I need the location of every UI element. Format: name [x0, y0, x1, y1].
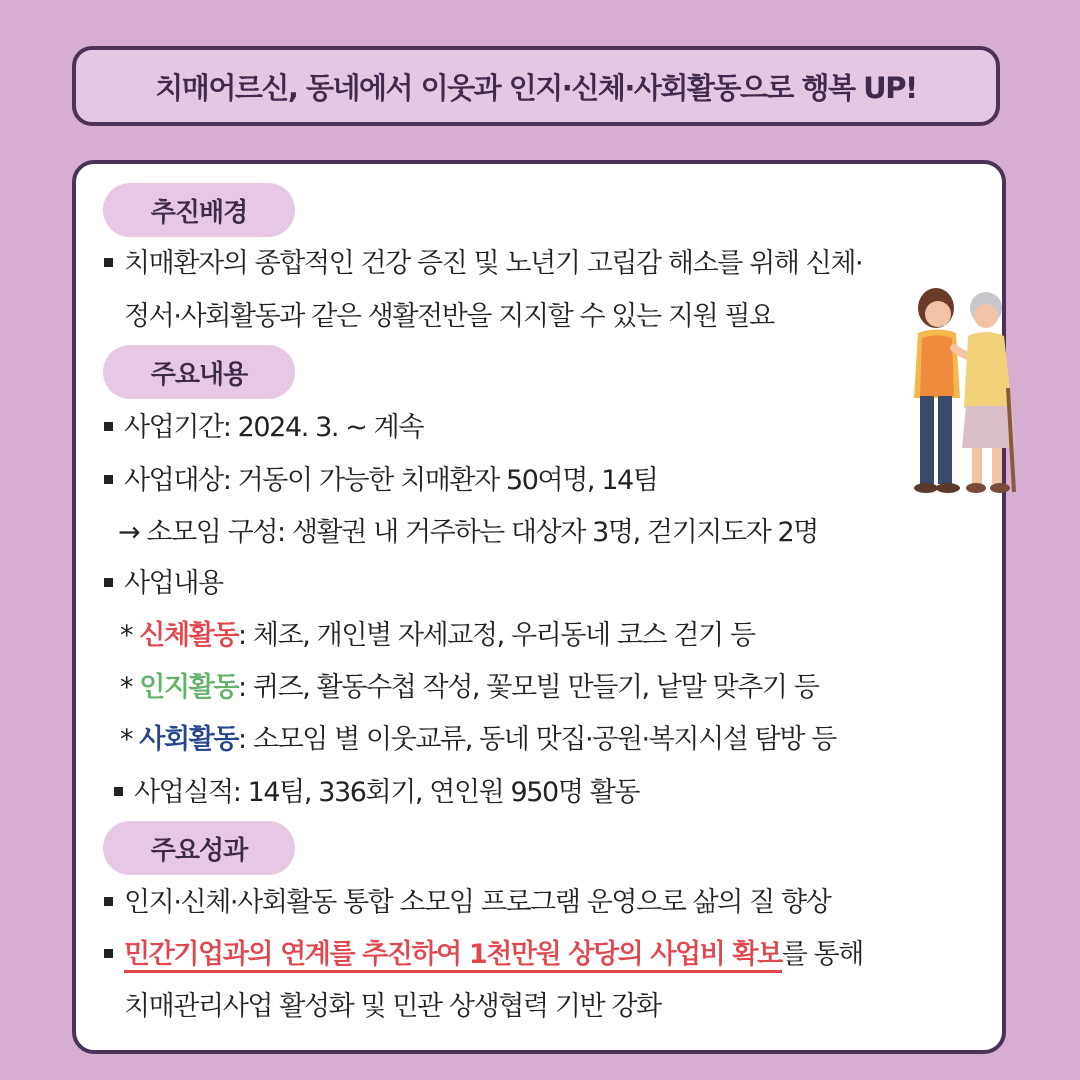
bullet-icon	[104, 897, 113, 906]
physical-activity-line: * 신체활동: 체조, 개인별 자세교정, 우리동네 코스 걷기 등	[120, 620, 755, 651]
outcome-line-2: 민간기업과의 연계를 추진하여 1천만원 상당의 사업비 확보를 통해	[104, 936, 863, 974]
section-heading-background: 추진배경	[103, 183, 295, 237]
period-line: 사업기간: 2024. 3. ~ 계속	[104, 409, 423, 447]
bullet-icon	[104, 475, 113, 484]
section-heading-content: 주요내용	[103, 345, 295, 399]
bullet-icon	[104, 949, 113, 958]
social-activity-line: * 사회활동: 소모임 별 이웃교류, 동네 맛집·공원·복지시설 탐방 등	[120, 724, 836, 755]
bullet-icon	[114, 787, 123, 796]
caregiver-with-elderly-woman-image	[888, 278, 1028, 508]
background-line-2: 정서·사회활동과 같은 생활전반을 지지할 수 있는 지원 필요	[124, 301, 774, 332]
cognitive-activity-line: * 인지활동: 퀴즈, 활동수첩 작성, 꽃모빌 만들기, 낱말 맞추기 등	[120, 672, 819, 703]
outcome-line-3: 치매관리사업 활성화 및 민관 상생협력 기반 강화	[124, 991, 661, 1022]
cognitive-activity-label: 인지활동	[139, 672, 239, 703]
physical-activity-label: 신체활동	[139, 620, 239, 651]
section-heading-outcomes: 주요성과	[103, 821, 295, 875]
outcome-line-1: 인지·신체·사회활동 통합 소모임 프로그램 운영으로 삶의 질 향상	[104, 884, 830, 922]
social-activity-label: 사회활동	[139, 724, 239, 755]
group-line: → 소모임 구성: 생활권 내 거주하는 대상자 3명, 걷기지도자 2명	[118, 517, 818, 548]
bullet-icon	[104, 258, 113, 267]
bullet-icon	[104, 422, 113, 431]
page-title: 치매어르신, 동네에서 이웃과 인지·신체·사회활동으로 행복 UP!	[155, 70, 917, 105]
results-line: 사업실적: 14팀, 336회기, 연인원 950명 활동	[114, 774, 639, 812]
outcome-highlight: 민간기업과의 연계를 추진하여 1천만원 상당의 사업비 확보	[124, 939, 782, 973]
background-line-1: 치매환자의 종합적인 건강 증진 및 노년기 고립감 해소를 위해 신체·	[104, 245, 862, 283]
bullet-icon	[104, 578, 113, 587]
target-line: 사업대상: 거동이 가능한 치매환자 50여명, 14팀	[104, 462, 658, 500]
details-line: 사업내용	[104, 565, 223, 603]
title-banner	[72, 46, 1000, 126]
